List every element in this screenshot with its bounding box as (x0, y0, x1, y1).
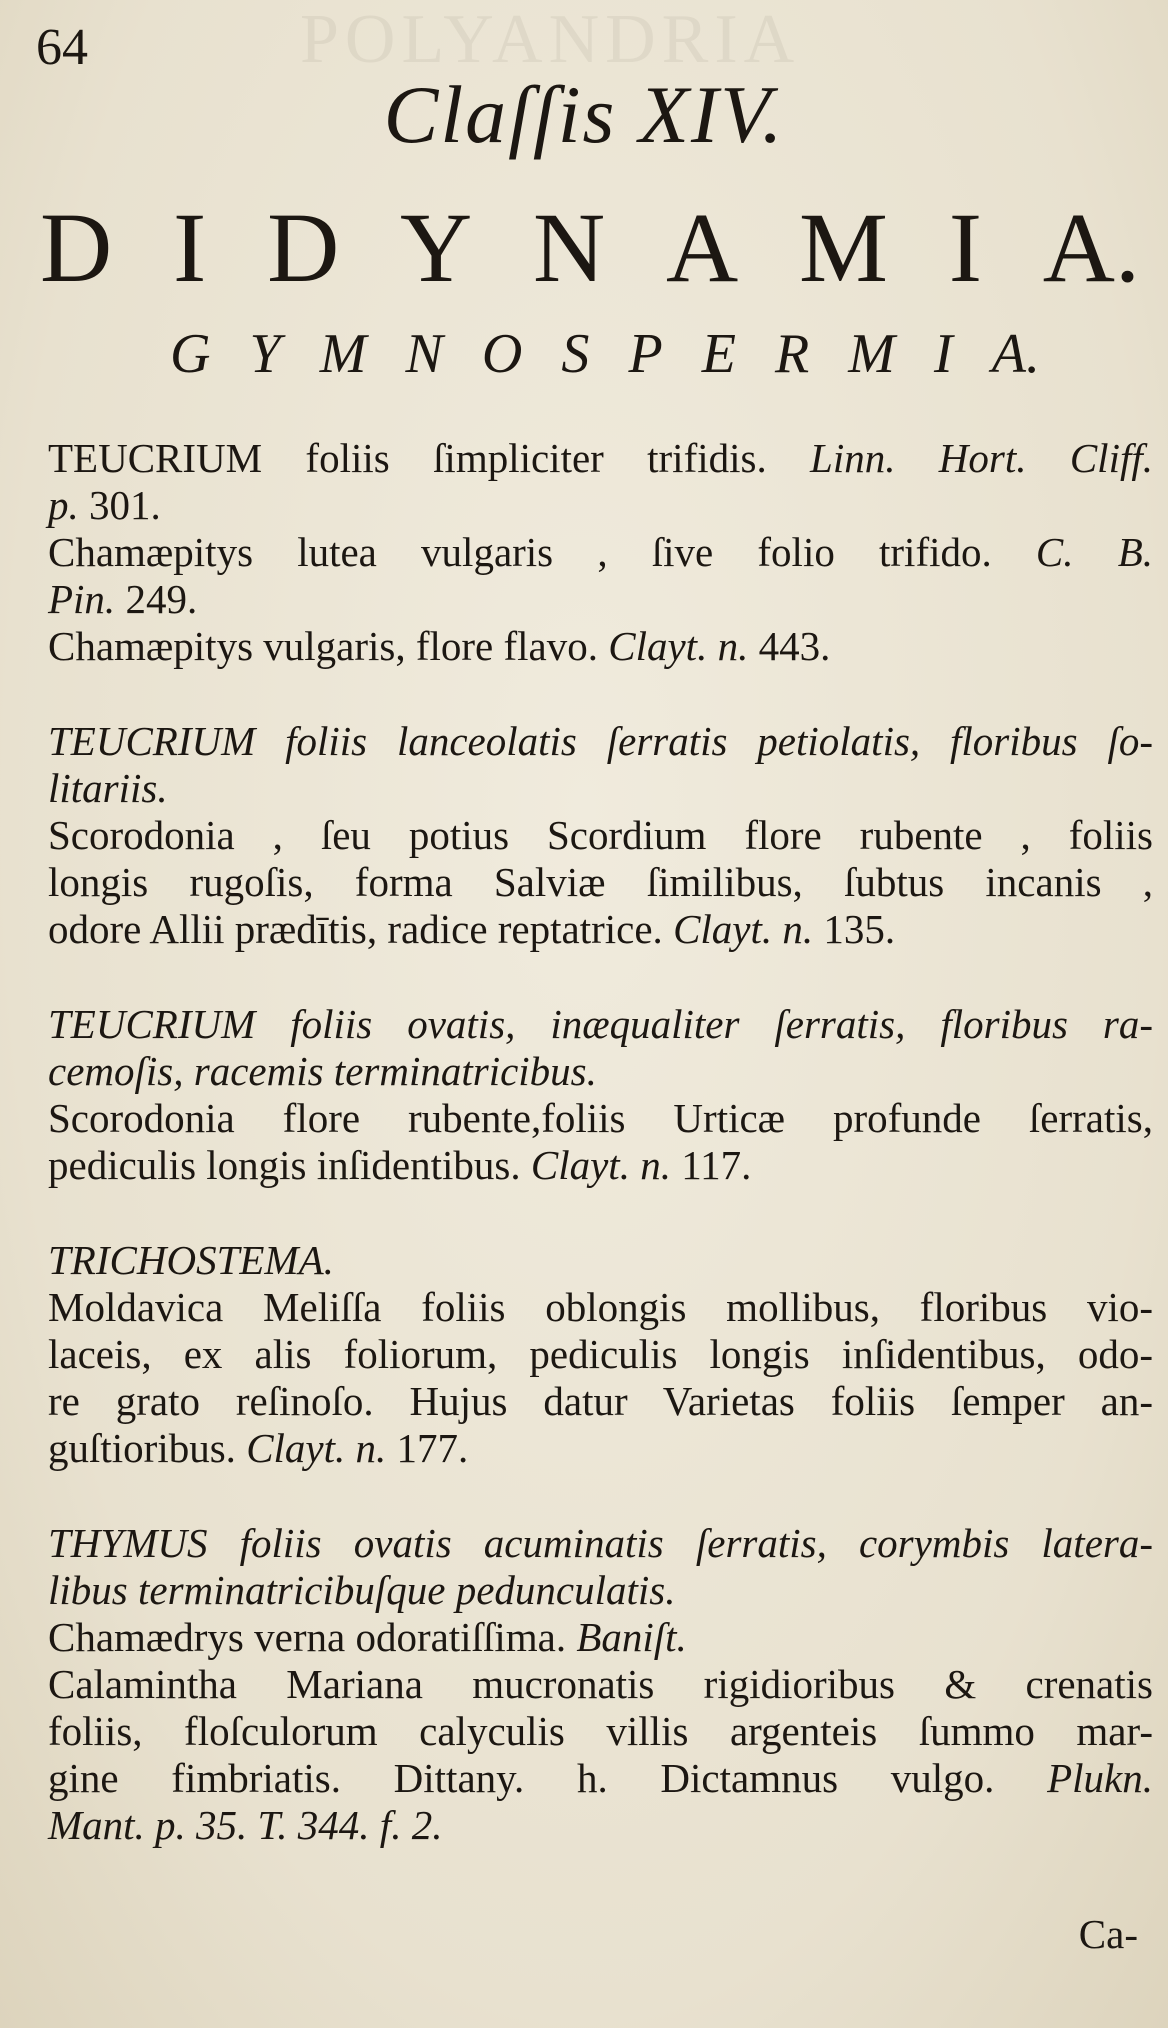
citation: C. B. (1035, 529, 1153, 575)
citation: Clayt. n. (530, 1142, 682, 1188)
entry-text: Chamæpitys lutea vulgaris , ſive folio trifido. (48, 529, 1036, 575)
main-title-letter: M (799, 192, 888, 303)
main-title (40, 190, 1140, 305)
subtitle-letter: R (775, 323, 810, 385)
subtitle-letter: Y (249, 323, 281, 385)
entry-text: longis rugoſis, forma Salviæ ſimilibus, ſubtus incanis , (48, 859, 1153, 905)
subtitle-letter: A. (991, 323, 1040, 385)
citation: Clayt. n. (673, 906, 824, 952)
subtitle-letter: O (481, 323, 523, 385)
subtitle-letter: E (701, 323, 736, 385)
subtitle-letter: M (319, 323, 367, 385)
subtitle-letter: P (628, 323, 663, 385)
entry-text: foliis, floſculorum calyculis villis argenteis ſummo mar- (48, 1708, 1153, 1754)
entry-line (48, 1755, 1153, 1802)
citation: Clayt. n. (246, 1425, 397, 1471)
entry-line (48, 1142, 1153, 1189)
entry-line (48, 576, 1153, 623)
entry-line (48, 718, 1153, 765)
show-through-text: POLYANDRIA (300, 1, 801, 78)
entry-teucrium-ovatis (48, 1001, 1153, 1189)
entry-text: Calamintha Mariana mucronatis rigidioribus & crenatis (48, 1661, 1153, 1707)
entry-teucrium-trifidis (48, 435, 1153, 670)
citation: Plukn. (1047, 1755, 1153, 1801)
entry-line (48, 906, 1153, 953)
citation: Mant. p. 35. T. 344. f. 2. (48, 1802, 443, 1848)
entry-line (48, 1567, 1153, 1614)
subtitle-letter: N (405, 323, 443, 385)
entry-heading: libus terminatricibuſque pedunculatis. (48, 1567, 676, 1613)
entry-text: guſtioribus. (48, 1425, 247, 1471)
citation: Pin. (48, 576, 126, 622)
subtitle-letter: G (170, 323, 211, 385)
entry-heading: cemoſis, racemis terminatricibus. (48, 1048, 597, 1094)
citation: Clayt. n. (608, 623, 759, 669)
main-title-letter: A. (1042, 192, 1140, 303)
main-title-letter: I (172, 192, 207, 303)
entry-text: 443. (758, 623, 831, 669)
citation: p. (48, 482, 89, 528)
entry-text: Scorodonia , ſeu potius Scordium flore rubente , foliis (48, 812, 1153, 858)
entry-heading: litariis. (48, 765, 168, 811)
entry-line (48, 1048, 1153, 1095)
entry-line (48, 1661, 1153, 1708)
entry-heading: TEUCRIUM foliis lanceolatis ſerratis petiolatis, floribus ſo- (48, 718, 1153, 764)
catchword: Ca- (1078, 1911, 1138, 1957)
entry-heading: TRICHOSTEMA. (48, 1237, 334, 1283)
entry-text: Moldavica Meliſſa foliis oblongis mollibus, floribus vio- (48, 1284, 1153, 1330)
entry-line (48, 529, 1153, 576)
entries (48, 435, 1153, 1897)
entry-line (48, 1378, 1153, 1425)
entry-text: 249. (125, 576, 198, 622)
entry-text: odore Allii prædītis, radice reptatrice. (48, 906, 674, 952)
entry-text: Scorodonia flore rubente,foliis Urticæ profunde ſerratis, (48, 1095, 1153, 1141)
entry-line (48, 1425, 1153, 1472)
entry-text: Chamædrys verna odoratiſſima. (48, 1614, 577, 1660)
entry-text: pediculis longis inſidentibus. (48, 1142, 531, 1188)
main-title-letter: D (40, 192, 113, 303)
entry-line (48, 1331, 1153, 1378)
entry-line (48, 812, 1153, 859)
subtitle-letter: S (561, 323, 590, 385)
entry-line (48, 1520, 1153, 1567)
main-title-letter: A (666, 192, 739, 303)
entry-text: laceis, ex alis foliorum, pediculis longis inſidentibus, odo- (48, 1331, 1153, 1377)
entry-line (48, 435, 1153, 482)
main-title-letter: N (533, 192, 606, 303)
entry-thymus (48, 1520, 1153, 1849)
entry-text: gine fimbriatis. Dittany. h. Dictamnus vulgo. (48, 1755, 1048, 1801)
entry-text: 135. (823, 906, 896, 952)
entry-line (48, 765, 1153, 812)
entry-line (48, 1708, 1153, 1755)
subtitle (170, 322, 1040, 386)
entry-text: Chamæpitys vulgaris, flore flavo. (48, 623, 609, 669)
entry-line (48, 859, 1153, 906)
subtitle-letter: I (934, 323, 953, 385)
main-title-letter: Y (400, 192, 473, 303)
citation: Baniſt. (576, 1614, 687, 1660)
entry-line (48, 482, 1153, 529)
main-title-letter: D (267, 192, 340, 303)
subtitle-letter: M (848, 323, 895, 385)
main-title-letter: I (948, 192, 982, 303)
class-title: Claſſis XIV. (383, 69, 785, 160)
entry-line (48, 1614, 1153, 1661)
entry-line (48, 1095, 1153, 1142)
entry-text: TEUCRIUM foliis ſimpliciter trifidis. (48, 435, 811, 481)
page-number: 64 (36, 19, 88, 76)
entry-teucrium-lanceolatis (48, 718, 1153, 953)
entry-line (48, 1237, 1153, 1284)
entry-text: 117. (681, 1142, 752, 1188)
entry-line (48, 623, 1153, 670)
citation: Linn. Hort. Cliff. (810, 435, 1153, 481)
entry-text: re grato reſinoſo. Hujus datur Varietas foliis ſemper an- (48, 1378, 1153, 1424)
entry-heading: TEUCRIUM foliis ovatis, inæqualiter ſerratis, floribus ra- (48, 1001, 1153, 1047)
entry-line (48, 1802, 1153, 1849)
entry-text: 301. (89, 482, 161, 528)
entry-text: 177. (396, 1425, 469, 1471)
entry-trichostema (48, 1237, 1153, 1472)
entry-line (48, 1284, 1153, 1331)
entry-line (48, 1001, 1153, 1048)
entry-heading: THYMUS foliis ovatis acuminatis ſerratis, corymbis latera- (48, 1520, 1153, 1566)
